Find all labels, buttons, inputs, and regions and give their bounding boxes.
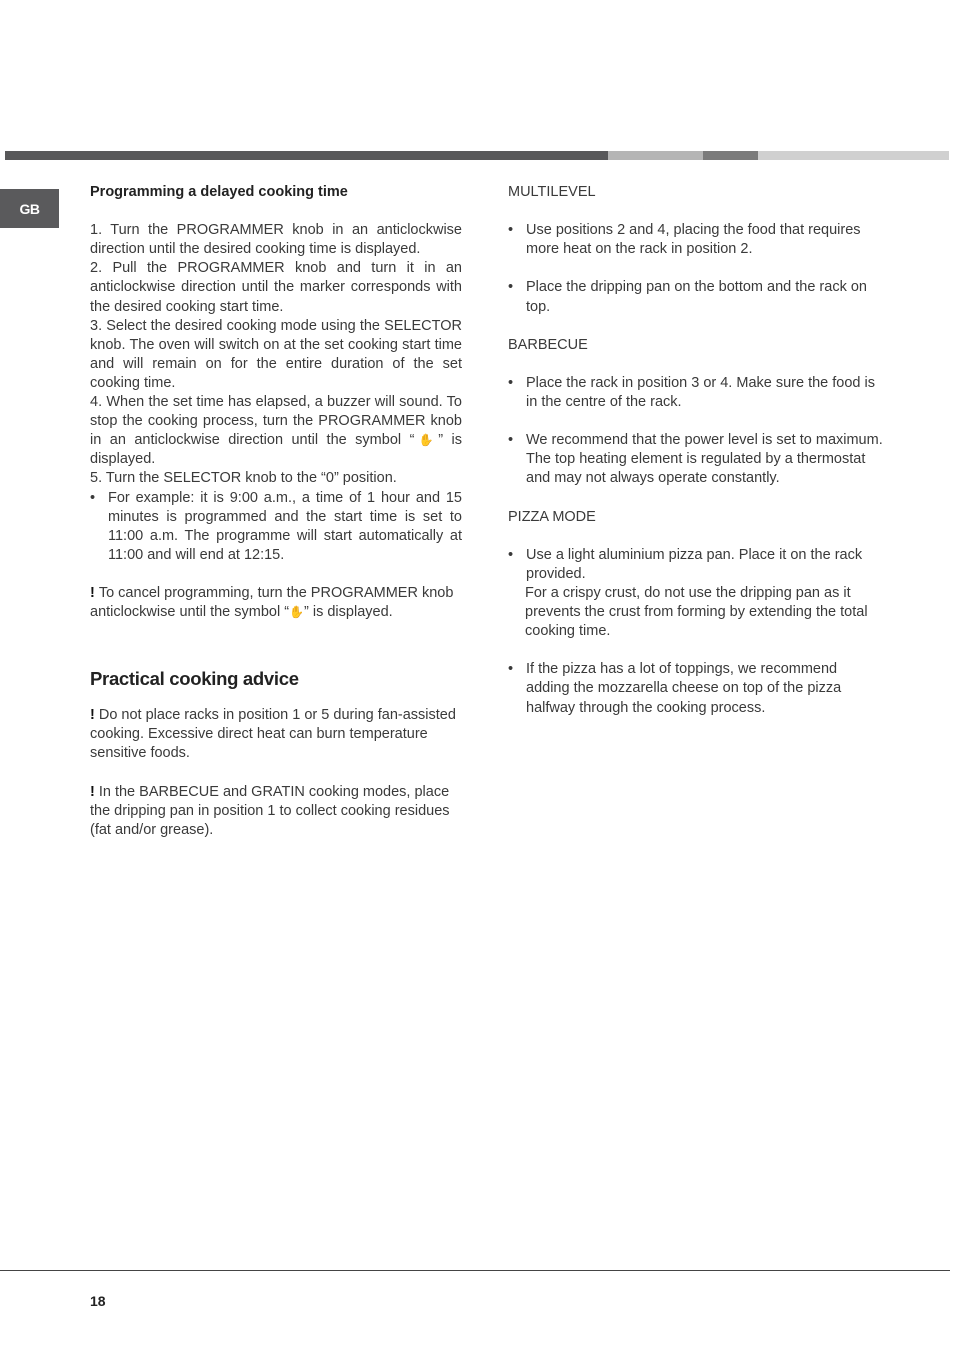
barbecue-bullet-2-text: We recommend that the power level is set to maximum. The top heating element is regulated by a thermostat and may not always operate constantly. xyxy=(526,432,883,487)
language-tab: GB xyxy=(0,189,59,228)
pizza-bullet-2 xyxy=(508,660,884,717)
step-4-text: 4. When the set time has elapsed, a buzzer will sound. To stop the cooking process, turn the PROGRAMMER knob in an anticlockwise direction until the symbol “ xyxy=(90,394,462,449)
header-bar-segment xyxy=(5,151,608,160)
step-3: 3. Select the desired cooking mode using the SELECTOR knob. The oven will switch on at the set cooking start time and will remain on for the entire duration of the set cooking time. xyxy=(90,317,462,391)
pizza-bullet-2-text: If the pizza has a lot of toppings, we recommend adding the mozzarella cheese on top of the pizza halfway through the cooking process. xyxy=(526,661,842,716)
practical-advice-title: Practical cooking advice xyxy=(90,668,299,690)
barbecue-bullet-1 xyxy=(508,374,884,412)
footer-rule xyxy=(0,1270,950,1271)
right-column xyxy=(508,183,884,718)
advice-note-1-text: Do not place racks in position 1 or 5 during fan-assisted cooking. Excessive direct heat can burn temperature sensitive foods. xyxy=(90,707,456,762)
multilevel-bullet-2 xyxy=(508,278,884,316)
example-bullet xyxy=(90,489,462,565)
multilevel-title: MULTILEVEL xyxy=(508,184,596,200)
step-4-text-end: ” is displayed. xyxy=(90,432,462,468)
hand-icon: ✋ xyxy=(414,433,439,448)
pizza-bullet-1-continuation: For a crispy crust, do not use the dripping pan as it prevents the crust from forming by extending the total cooking time. xyxy=(525,584,868,640)
cancel-note-text-end: ” is displayed. xyxy=(304,604,393,621)
step-1: 1. Turn the PROGRAMMER knob in an anticlockwise direction until the desired cooking time is displayed. xyxy=(90,222,462,258)
cancel-note xyxy=(90,584,462,622)
hand-icon: ✋ xyxy=(289,605,305,620)
advice-note-2-text: In the BARBECUE and GRATIN cooking modes, place the dripping pan in position 1 to collect cooking residues (fat and/or grease). xyxy=(90,783,450,838)
cancel-note-text: To cancel programming, turn the PROGRAMMER knob anticlockwise until the symbol “ xyxy=(90,584,454,621)
multilevel-bullet-1-text: Use positions 2 and 4, placing the food that requires more heat on the rack in position 2. xyxy=(526,222,861,258)
barbecue-bullet-2 xyxy=(508,431,884,488)
page-number: 18 xyxy=(90,1293,106,1309)
barbecue-title: BARBECUE xyxy=(508,336,588,353)
step-5: 5. Turn the SELECTOR knob to the “0” position. xyxy=(90,470,397,487)
header-bar-segment xyxy=(758,151,949,160)
multilevel-bullet-1 xyxy=(508,221,884,259)
pizza-bullet-1-text: Use a light aluminium pizza pan. Place it on the rack provided. xyxy=(526,546,863,582)
warning-mark: ! xyxy=(90,783,95,800)
multilevel-bullet-2-text: Place the dripping pan on the bottom and the rack on top. xyxy=(526,279,867,315)
pizza-bullet-1 xyxy=(508,546,884,584)
advice-note-2 xyxy=(90,783,462,840)
delayed-cooking-title: Programming a delayed cooking time xyxy=(90,184,348,200)
header-bar-segment xyxy=(608,151,703,160)
header-bar-segment xyxy=(703,151,758,160)
example-text: For example: it is 9:00 a.m., a time of 1 hour and 15 minutes is programmed and the start time is set to 11:00 a.m. The programme will start automatically at 11:00 and will end at 12:15. xyxy=(108,489,462,563)
pizza-mode-title: PIZZA MODE xyxy=(508,508,596,525)
left-column xyxy=(90,183,462,840)
step-2: 2. Pull the PROGRAMMER knob and turn it in an anticlockwise direction until the marker corresponds with the desired cooking start time. xyxy=(90,260,462,315)
warning-mark: ! xyxy=(90,707,95,724)
advice-note-1 xyxy=(90,706,462,763)
barbecue-bullet-1-text: Place the rack in position 3 or 4. Make sure the food is in the centre of the rack. xyxy=(526,374,875,411)
step-4 xyxy=(90,393,462,469)
header-color-bar xyxy=(5,151,949,160)
warning-mark: ! xyxy=(90,584,95,601)
